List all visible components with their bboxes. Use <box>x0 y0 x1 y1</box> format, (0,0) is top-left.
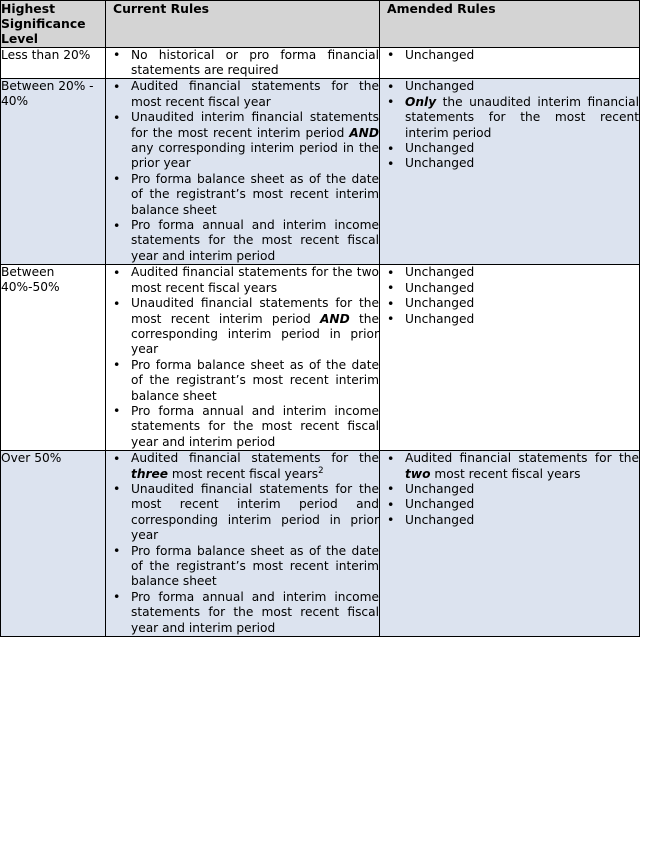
cell-significance-level: Less than 20% <box>1 47 106 79</box>
list-item <box>106 451 379 482</box>
list-item: • Unchanged <box>380 482 639 497</box>
cell-amended-rules <box>380 451 640 637</box>
list-item: • Audited financial statements for the most recent fiscal year <box>106 79 379 110</box>
list-item: • Unchanged <box>380 265 639 280</box>
cell-current-rules <box>106 79 380 265</box>
cell-amended-rules <box>380 47 640 79</box>
emphasis-three: three <box>131 466 169 481</box>
list-item-text-a: Audited financial statements for the <box>405 451 639 466</box>
bullet-list-amended <box>380 451 639 528</box>
cell-significance-level: Between 40%-50% <box>1 265 106 451</box>
list-item: • Pro forma annual and interim income statements for the most recent fiscal year and interim period <box>106 218 379 264</box>
list-item-text-b: most recent fiscal years <box>168 466 319 481</box>
table-body <box>1 47 640 636</box>
table-row <box>1 265 640 451</box>
cell-significance-level: Over 50% <box>1 451 106 637</box>
list-item <box>106 296 379 358</box>
list-item: • Pro forma balance sheet as of the date of the registrant’s most recent interim balance sheet <box>106 172 379 218</box>
list-item: • Unchanged <box>380 296 639 311</box>
bullet-list-current <box>106 265 379 450</box>
list-item-text-b: the unaudited interim financial statements for the most recent interim period <box>405 94 639 140</box>
list-item <box>106 110 379 172</box>
emphasis-and: AND <box>319 311 350 326</box>
list-item: • Unchanged <box>380 513 639 528</box>
list-item: • Unchanged <box>380 281 639 296</box>
table-row <box>1 79 640 265</box>
list-item: • Pro forma balance sheet as of the date of the registrant’s most recent interim balance sheet <box>106 358 379 404</box>
list-item-text-a: Audited financial statements for the <box>131 451 379 466</box>
list-item-text-a: Unaudited interim financial statements for the most recent interim period <box>131 110 379 140</box>
bullet-list-current <box>106 48 379 79</box>
column-header-amended-rules: Amended Rules <box>380 1 640 48</box>
list-item: • Unaudited financial statements for the most recent interim period and corresponding interim period in prior year <box>106 482 379 544</box>
list-item: • Pro forma balance sheet as of the date of the registrant’s most recent interim balance sheet <box>106 544 379 590</box>
list-item-text-b: the corresponding interim period in prior year <box>131 311 379 357</box>
list-item: • Unchanged <box>380 48 639 63</box>
list-item: • No historical or pro forma financial statements are required <box>106 48 379 79</box>
list-item <box>380 95 639 141</box>
table-header <box>1 1 640 48</box>
list-item-text-a: Unaudited financial statements for the most recent interim period <box>131 296 379 326</box>
cell-current-rules <box>106 451 380 637</box>
bullet-list-current <box>106 451 379 636</box>
bullet-list-amended <box>380 265 639 327</box>
cell-current-rules <box>106 47 380 79</box>
cell-amended-rules <box>380 265 640 451</box>
list-item: • Unchanged <box>380 156 639 171</box>
column-header-current-rules: Current Rules <box>106 1 380 48</box>
table-row <box>1 47 640 79</box>
cell-current-rules <box>106 265 380 451</box>
list-item: • Unchanged <box>380 497 639 512</box>
bullet-list-amended <box>380 48 639 63</box>
emphasis-and: AND <box>349 125 379 140</box>
bullet-list-current <box>106 79 379 264</box>
column-header-significance-level: Highest Significance Level <box>1 1 106 48</box>
list-item: • Pro forma annual and interim income statements for the most recent fiscal year and interim period <box>106 404 379 450</box>
list-item-text-b: most recent fiscal years <box>430 466 581 481</box>
table-header-row <box>1 1 640 48</box>
emphasis-only: Only <box>405 94 437 109</box>
cell-significance-level: Between 20% - 40% <box>1 79 106 265</box>
bullet-list-amended <box>380 79 639 171</box>
emphasis-two: two <box>405 466 431 481</box>
list-item: • Unchanged <box>380 141 639 156</box>
list-item: • Pro forma annual and interim income statements for the most recent fiscal year and interim period <box>106 590 379 636</box>
cell-amended-rules <box>380 79 640 265</box>
table-row <box>1 451 640 637</box>
list-item-text-b: any corresponding interim period in the prior year <box>131 141 379 171</box>
list-item: • Unchanged <box>380 312 639 327</box>
footnote-marker: 2 <box>318 465 324 476</box>
list-item <box>380 451 639 482</box>
list-item: • Audited financial statements for the two most recent fiscal years <box>106 265 379 296</box>
list-item: • Unchanged <box>380 79 639 94</box>
